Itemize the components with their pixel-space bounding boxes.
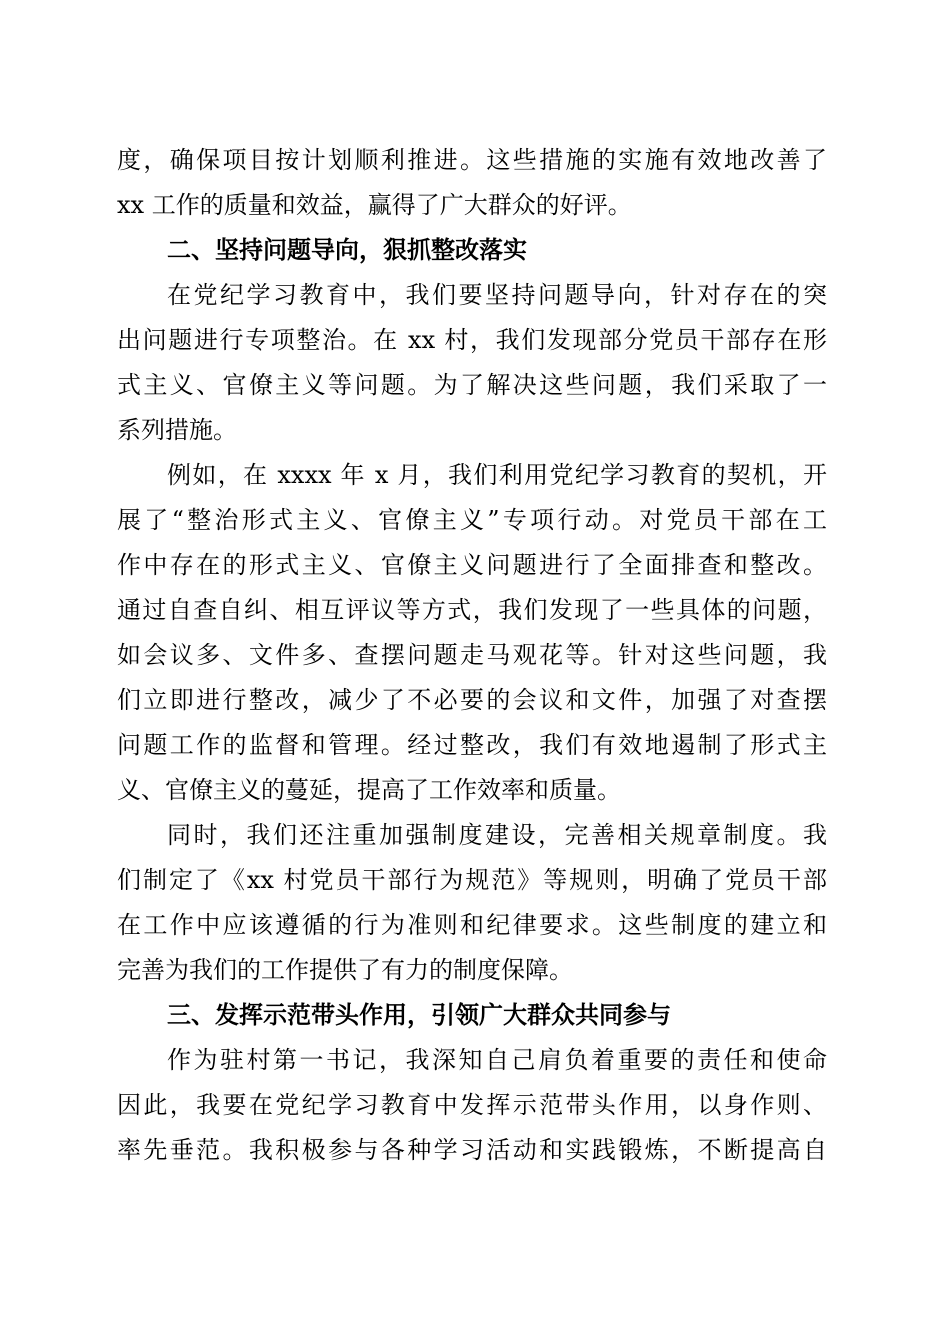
document-page [117, 138, 827, 1173]
text-line: 同时，我们还注重加强制度建设，完善相关规章制度。我 [167, 821, 827, 849]
text-line: 们制定了《xx 村党员干部行为规范》等规则，明确了党员干部 [117, 866, 827, 894]
text-line: 式主义、官僚主义等问题。为了解决这些问题，我们采取了一 [117, 371, 827, 399]
text-line: 度，确保项目按计划顺利推进。这些措施的实施有效地改善了 [117, 146, 827, 174]
text-line: 在党纪学习教育中，我们要坚持问题导向，针对存在的突 [167, 281, 827, 309]
text-line: 率先垂范。我积极参与各种学习活动和实践锻炼，不断提高自 [117, 1136, 827, 1164]
section-heading: 三、发挥示范带头作用，引领广大群众共同参与 [167, 1001, 671, 1029]
text-line: 因此，我要在党纪学习教育中发挥示范带头作用，以身作则、 [117, 1091, 827, 1119]
text-line: 问题工作的监督和管理。经过整改，我们有效地遏制了形式主 [117, 731, 827, 759]
text-line: 们立即进行整改，减少了不必要的会议和文件，加强了对查摆 [117, 686, 827, 714]
text-line: xx 工作的质量和效益，赢得了广大群众的好评。 [117, 191, 632, 219]
text-line: 例如，在 xxxx 年 x 月，我们利用党纪学习教育的契机，开 [167, 461, 827, 489]
text-line: 通过自查自纠、相互评议等方式，我们发现了一些具体的问题， [117, 596, 827, 624]
text-line: 系列措施。 [117, 416, 237, 444]
text-line: 在工作中应该遵循的行为准则和纪律要求。这些制度的建立和 [117, 911, 827, 939]
text-line: 如会议多、文件多、查摆问题走马观花等。针对这些问题，我 [117, 641, 827, 669]
text-line: 出问题进行专项整治。在 xx 村，我们发现部分党员干部存在形 [117, 326, 827, 354]
text-line: 作中存在的形式主义、官僚主义问题进行了全面排查和整改。 [117, 551, 827, 579]
section-heading: 二、坚持问题导向，狠抓整改落实 [167, 236, 527, 264]
text-line: 完善为我们的工作提供了有力的制度保障。 [117, 956, 573, 984]
text-line: 作为驻村第一书记，我深知自己肩负着重要的责任和使命 [167, 1046, 827, 1074]
text-line: 展了“整治形式主义、官僚主义”专项行动。对党员干部在工 [117, 506, 827, 534]
text-line: 义、官僚主义的蔓延，提高了工作效率和质量。 [117, 776, 621, 804]
